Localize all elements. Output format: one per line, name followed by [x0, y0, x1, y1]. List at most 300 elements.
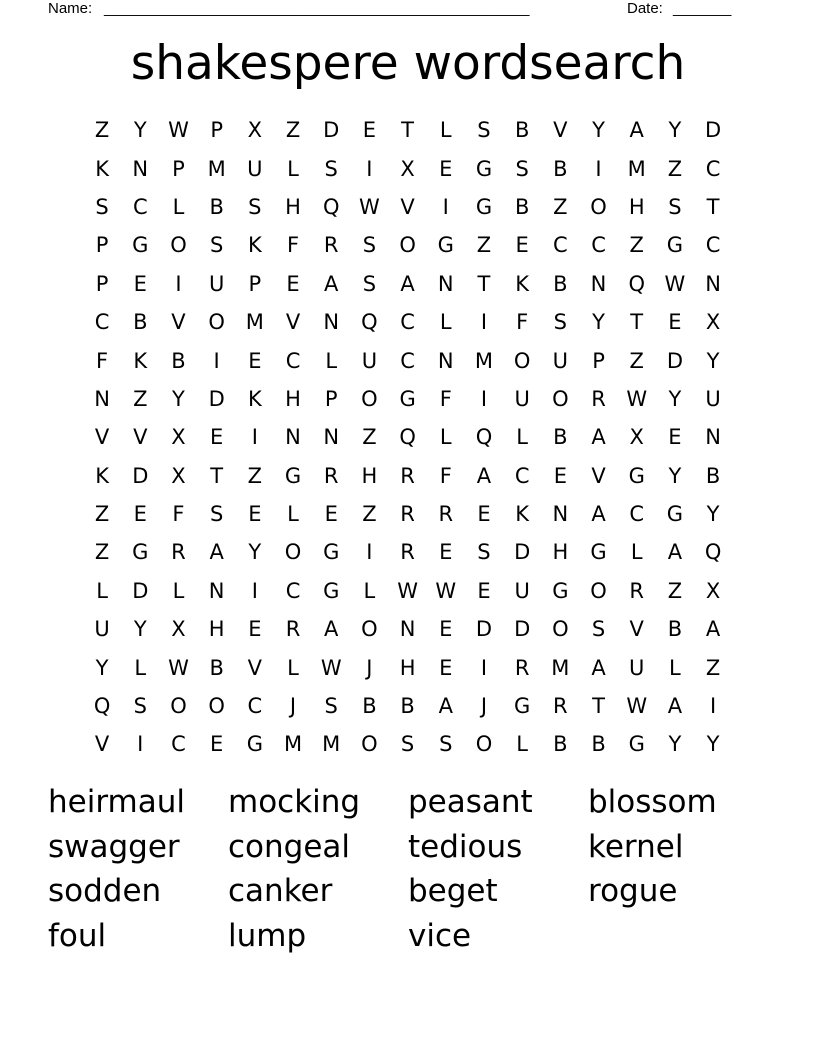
- grid-letter: J: [480, 694, 488, 719]
- grid-letter: V: [94, 425, 110, 450]
- word-list-item: blossom: [588, 784, 717, 820]
- grid-letter: R: [323, 463, 339, 488]
- grid-letter: N: [285, 425, 301, 450]
- grid-letter: O: [513, 348, 531, 373]
- grid-letter: L: [287, 156, 299, 181]
- grid-letter: Y: [592, 118, 605, 143]
- grid-letter: X: [629, 425, 644, 450]
- grid-letter: F: [172, 502, 185, 527]
- grid-letter: A: [438, 694, 453, 719]
- grid-letter: Q: [399, 425, 416, 450]
- grid-letter: P: [592, 348, 605, 373]
- word-list-item: sodden: [48, 873, 162, 910]
- grid-letter: Q: [93, 694, 111, 719]
- word-list-item: congeal: [228, 828, 351, 865]
- grid-letter: V: [247, 655, 263, 680]
- grid-letter: M: [207, 156, 226, 181]
- grid-letter: G: [628, 463, 645, 488]
- name-blank-line: ___________________________________________________: [104, 0, 530, 17]
- grid-letter: B: [514, 194, 530, 219]
- grid-letter: Y: [95, 655, 109, 680]
- grid-letter: F: [286, 233, 300, 258]
- grid-letter: E: [439, 617, 453, 642]
- grid-letter: M: [245, 310, 264, 335]
- grid-letter: S: [362, 271, 377, 296]
- grid-letter: Z: [362, 425, 377, 450]
- grid-letter: B: [553, 732, 568, 757]
- grid-letter: G: [475, 194, 493, 219]
- grid-letter: M: [474, 348, 494, 373]
- grid-letter: S: [324, 694, 338, 719]
- grid-letter: O: [590, 578, 607, 603]
- name-label: Name:: [48, 0, 93, 17]
- grid-letter: N: [323, 425, 340, 450]
- grid-letter: D: [514, 540, 531, 565]
- grid-letter: B: [514, 118, 530, 143]
- grid-letter: G: [323, 578, 340, 603]
- grid-letter: N: [437, 348, 454, 373]
- grid-letter: E: [668, 425, 682, 450]
- grid-letter: E: [477, 502, 491, 527]
- grid-letter: E: [133, 271, 147, 296]
- grid-letter: C: [400, 348, 415, 373]
- grid-letter: R: [591, 386, 606, 411]
- grid-letter: O: [361, 386, 378, 411]
- grid-letter: B: [705, 463, 721, 488]
- grid-letter: C: [132, 194, 148, 219]
- grid-letter: T: [401, 118, 414, 143]
- grid-letter: D: [666, 348, 683, 373]
- grid-letter: E: [668, 310, 682, 335]
- grid-letter: X: [171, 463, 186, 488]
- grid-letter: C: [514, 463, 530, 488]
- grid-letter: I: [213, 348, 220, 373]
- grid-letter: G: [628, 732, 645, 757]
- grid-letter: R: [400, 463, 415, 488]
- grid-letter: X: [705, 578, 721, 603]
- grid-letter: Q: [628, 271, 645, 296]
- grid-letter: H: [399, 655, 416, 680]
- grid-letter: D: [323, 118, 340, 143]
- grid-letter: M: [551, 655, 570, 680]
- grid-letter: G: [552, 578, 569, 603]
- grid-letter: A: [324, 271, 339, 296]
- grid-letter: G: [323, 540, 340, 565]
- grid-letter: Y: [592, 310, 605, 335]
- grid-letter: N: [208, 578, 225, 603]
- word-list-item: kernel: [588, 828, 684, 865]
- grid-letter: B: [362, 694, 377, 719]
- word-list-item: tedious: [408, 828, 523, 865]
- word-list: [48, 780, 768, 959]
- grid-letter: Z: [94, 502, 110, 527]
- grid-letter: Y: [706, 348, 720, 373]
- grid-letter: S: [209, 502, 224, 527]
- grid-letter: E: [324, 502, 338, 527]
- grid-letter: S: [400, 732, 415, 757]
- grid-letter: N: [705, 425, 721, 450]
- word-list-item: heirmaul: [48, 784, 185, 820]
- grid-letter: H: [285, 194, 301, 219]
- grid-letter: Z: [705, 655, 721, 680]
- word-list-item: canker: [228, 873, 333, 910]
- grid-letter: Z: [667, 578, 683, 603]
- grid-letter: O: [552, 617, 569, 642]
- grid-letter: O: [590, 194, 607, 219]
- grid-letter: T: [210, 463, 224, 488]
- grid-letter: L: [172, 194, 185, 219]
- grid-letter: R: [171, 540, 186, 565]
- grid-letter: Y: [133, 118, 147, 143]
- grid-letter: P: [324, 386, 338, 411]
- grid-letter: W: [435, 578, 457, 603]
- grid-letter: S: [133, 694, 147, 719]
- grid-letter: Z: [362, 502, 377, 527]
- grid-letter: Z: [247, 463, 263, 488]
- grid-letter: U: [629, 655, 645, 680]
- grid-letter: K: [515, 502, 530, 527]
- grid-letter: E: [362, 118, 377, 143]
- grid-letter: B: [553, 425, 568, 450]
- grid-letter: K: [515, 271, 530, 296]
- grid-letter: X: [705, 310, 721, 335]
- grid-letter: T: [477, 271, 491, 296]
- grid-letter: Y: [668, 732, 682, 757]
- grid-letter: N: [132, 156, 149, 181]
- grid-letter: G: [475, 156, 493, 181]
- grid-letter: D: [132, 463, 149, 488]
- grid-letter: E: [210, 732, 224, 757]
- grid-letter: I: [251, 578, 258, 603]
- grid-letter: N: [552, 502, 569, 527]
- grid-letter: W: [626, 386, 648, 411]
- grid-letter: L: [134, 655, 147, 680]
- grid-letter: A: [591, 655, 606, 680]
- grid-letter: Z: [629, 233, 644, 258]
- grid-letter: C: [705, 233, 721, 258]
- grid-letter: T: [592, 694, 605, 719]
- grid-letter: A: [591, 425, 606, 450]
- grid-letter: K: [247, 386, 262, 411]
- grid-letter: M: [283, 732, 303, 757]
- page-title: shakespere wordsearch: [130, 36, 686, 91]
- grid-letter: I: [595, 156, 602, 181]
- grid-letter: R: [400, 502, 415, 527]
- grid-letter: T: [706, 194, 720, 219]
- grid-letter: E: [515, 233, 529, 258]
- grid-letter: U: [552, 348, 569, 373]
- name-date-header: [48, 0, 768, 18]
- grid-letter: Y: [668, 118, 682, 143]
- grid-letter: E: [248, 348, 262, 373]
- grid-letter: A: [591, 502, 606, 527]
- grid-letter: I: [175, 271, 182, 296]
- grid-letter: A: [667, 540, 683, 565]
- grid-letter: N: [590, 271, 607, 296]
- grid-letter: N: [399, 617, 416, 642]
- grid-letter: E: [210, 425, 224, 450]
- grid-letter: W: [320, 655, 342, 680]
- grid-letter: B: [209, 194, 224, 219]
- grid-letter: I: [480, 655, 488, 680]
- grid-letter: R: [514, 655, 530, 680]
- grid-letter: S: [439, 732, 453, 757]
- grid-letter: O: [361, 617, 378, 642]
- grid-letter: P: [95, 271, 109, 296]
- grid-letter: D: [514, 617, 531, 642]
- grid-letter: X: [247, 118, 263, 143]
- grid-letter: U: [361, 348, 378, 373]
- grid-letter: Y: [668, 386, 682, 411]
- grid-letter: F: [439, 463, 452, 488]
- grid-letter: I: [366, 156, 373, 181]
- grid-letter: C: [705, 156, 721, 181]
- grid-letter: S: [248, 194, 262, 219]
- grid-letter: C: [553, 233, 568, 258]
- grid-letter: V: [133, 425, 148, 450]
- grid-letter: R: [553, 694, 568, 719]
- grid-letter: P: [95, 233, 109, 258]
- grid-letter: D: [475, 617, 493, 642]
- grid-letter: A: [705, 617, 721, 642]
- grid-letter: A: [629, 118, 644, 143]
- grid-letter: L: [439, 118, 452, 143]
- grid-letter: C: [400, 310, 415, 335]
- grid-letter: O: [475, 732, 493, 757]
- date-label: Date:: [627, 0, 663, 17]
- grid-letter: M: [322, 732, 341, 757]
- grid-letter: P: [248, 271, 262, 296]
- grid-letter: N: [323, 310, 340, 335]
- grid-letter: W: [359, 194, 380, 219]
- grid-letter: T: [630, 310, 644, 335]
- grid-letter: U: [514, 578, 530, 603]
- grid-letter: R: [323, 233, 339, 258]
- word-list-item: mocking: [228, 784, 361, 820]
- grid-letter: S: [553, 310, 568, 335]
- grid-letter: R: [629, 578, 645, 603]
- word-list-item: swagger: [48, 828, 180, 865]
- grid-letter: E: [248, 617, 262, 642]
- grid-letter: J: [366, 655, 373, 680]
- grid-letter: V: [285, 310, 301, 335]
- grid-letter: S: [515, 156, 529, 181]
- grid-letter: H: [552, 540, 569, 565]
- grid-letter: C: [247, 694, 263, 719]
- grid-letter: S: [477, 118, 491, 143]
- grid-letter: C: [285, 348, 301, 373]
- letter-grid: [83, 111, 733, 764]
- grid-letter: U: [94, 617, 110, 642]
- word-list-item: vice: [408, 918, 472, 955]
- grid-letter: A: [667, 694, 683, 719]
- grid-letter: H: [628, 194, 645, 219]
- grid-letter: S: [362, 233, 377, 258]
- grid-letter: B: [667, 617, 683, 642]
- grid-letter: Z: [285, 118, 301, 143]
- grid-letter: C: [591, 233, 606, 258]
- grid-letter: G: [284, 463, 302, 488]
- grid-letter: O: [399, 233, 416, 258]
- grid-letter: V: [553, 118, 568, 143]
- grid-letter: K: [95, 156, 109, 181]
- grid-letter: U: [514, 386, 530, 411]
- grid-letter: A: [209, 540, 224, 565]
- grid-letter: C: [171, 732, 186, 757]
- grid-letter: O: [208, 694, 225, 719]
- grid-letter: B: [133, 310, 148, 335]
- grid-letter: L: [325, 348, 338, 373]
- grid-letter: E: [133, 502, 147, 527]
- grid-letter: G: [246, 732, 263, 757]
- grid-letter: G: [590, 540, 607, 565]
- grid-letter: H: [208, 617, 225, 642]
- grid-letter: D: [705, 118, 722, 143]
- grid-letter: G: [666, 233, 684, 258]
- grid-letter: O: [170, 694, 187, 719]
- grid-letter: Y: [172, 386, 185, 411]
- word-list-item: rogue: [588, 873, 678, 910]
- grid-letter: O: [170, 233, 187, 258]
- grid-letter: S: [477, 540, 491, 565]
- grid-letter: G: [666, 502, 684, 527]
- grid-letter: I: [442, 194, 449, 219]
- grid-letter: U: [247, 156, 263, 181]
- grid-letter: I: [137, 732, 144, 757]
- grid-letter: G: [399, 386, 416, 411]
- grid-letter: S: [668, 194, 682, 219]
- grid-letter: E: [248, 502, 262, 527]
- word-list-item: foul: [48, 918, 107, 955]
- grid-letter: O: [552, 386, 569, 411]
- grid-letter: G: [132, 540, 149, 565]
- grid-letter: Z: [133, 386, 148, 411]
- grid-letter: L: [516, 425, 528, 450]
- grid-letter: V: [171, 310, 186, 335]
- grid-letter: L: [363, 578, 376, 603]
- grid-letter: Y: [248, 540, 262, 565]
- grid-letter: L: [439, 425, 452, 450]
- grid-letter: K: [95, 463, 109, 488]
- grid-letter: L: [287, 502, 299, 527]
- grid-letter: B: [400, 694, 415, 719]
- grid-letter: L: [630, 540, 643, 565]
- grid-letter: Y: [706, 502, 720, 527]
- grid-letter: L: [96, 578, 108, 603]
- grid-letter: V: [629, 617, 644, 642]
- grid-letter: F: [516, 310, 529, 335]
- grid-letter: L: [172, 578, 185, 603]
- grid-letter: W: [168, 118, 189, 143]
- grid-letter: F: [96, 348, 109, 373]
- grid-letter: I: [366, 540, 373, 565]
- grid-letter: G: [437, 233, 454, 258]
- grid-letter: S: [209, 233, 224, 258]
- grid-letter: I: [480, 386, 488, 411]
- grid-letter: L: [516, 732, 528, 757]
- grid-letter: Q: [361, 310, 378, 335]
- grid-letter: Z: [94, 118, 110, 143]
- grid-letter: E: [439, 540, 453, 565]
- grid-letter: J: [289, 694, 297, 719]
- grid-letter: F: [439, 386, 452, 411]
- grid-letter: U: [705, 386, 721, 411]
- grid-letter: Z: [94, 540, 110, 565]
- grid-letter: G: [514, 694, 531, 719]
- date-blank-line: _______: [673, 0, 732, 17]
- grid-letter: H: [285, 386, 301, 411]
- grid-letter: S: [591, 617, 606, 642]
- grid-letter: O: [208, 310, 225, 335]
- grid-letter: Z: [553, 194, 568, 219]
- grid-letter: Q: [475, 425, 493, 450]
- grid-letter: Y: [706, 732, 720, 757]
- grid-letter: B: [209, 655, 224, 680]
- word-list-item: peasant: [408, 784, 533, 820]
- grid-letter: B: [591, 732, 606, 757]
- grid-letter: E: [553, 463, 567, 488]
- grid-letter: U: [208, 271, 225, 296]
- grid-letter: E: [286, 271, 300, 296]
- grid-letter: R: [438, 502, 454, 527]
- grid-letter: B: [553, 156, 568, 181]
- grid-letter: Z: [629, 348, 644, 373]
- grid-letter: P: [210, 118, 223, 143]
- grid-letter: Y: [668, 463, 682, 488]
- grid-letter: E: [477, 578, 491, 603]
- grid-letter: E: [439, 156, 453, 181]
- grid-letter: X: [171, 617, 186, 642]
- grid-letter: E: [439, 655, 453, 680]
- grid-letter: K: [247, 233, 262, 258]
- grid-letter: V: [94, 732, 110, 757]
- word-list-item: beget: [408, 873, 498, 910]
- grid-letter: M: [627, 156, 646, 181]
- grid-letter: L: [439, 310, 452, 335]
- grid-letter: S: [324, 156, 338, 181]
- grid-letter: Z: [476, 233, 492, 258]
- grid-letter: A: [400, 271, 415, 296]
- grid-letter: X: [400, 156, 415, 181]
- grid-letter: C: [94, 310, 110, 335]
- grid-letter: W: [397, 578, 418, 603]
- grid-letter: X: [171, 425, 186, 450]
- grid-letter: B: [553, 271, 568, 296]
- grid-letter: I: [251, 425, 258, 450]
- grid-letter: D: [132, 578, 149, 603]
- grid-letter: B: [171, 348, 186, 373]
- grid-letter: S: [95, 194, 109, 219]
- grid-letter: L: [669, 655, 681, 680]
- grid-letter: W: [168, 655, 189, 680]
- grid-letter: Q: [704, 540, 722, 565]
- grid-letter: G: [132, 233, 149, 258]
- grid-letter: N: [94, 386, 110, 411]
- grid-letter: P: [172, 156, 185, 181]
- grid-letter: R: [285, 617, 301, 642]
- grid-letter: Z: [667, 156, 683, 181]
- grid-letter: O: [284, 540, 302, 565]
- grid-letter: D: [208, 386, 225, 411]
- grid-letter: V: [591, 463, 606, 488]
- grid-letter: C: [629, 502, 645, 527]
- grid-letter: C: [285, 578, 301, 603]
- grid-letter: O: [361, 732, 378, 757]
- grid-letter: A: [324, 617, 339, 642]
- grid-letter: I: [709, 694, 717, 719]
- grid-letter: H: [361, 463, 378, 488]
- grid-letter: R: [400, 540, 415, 565]
